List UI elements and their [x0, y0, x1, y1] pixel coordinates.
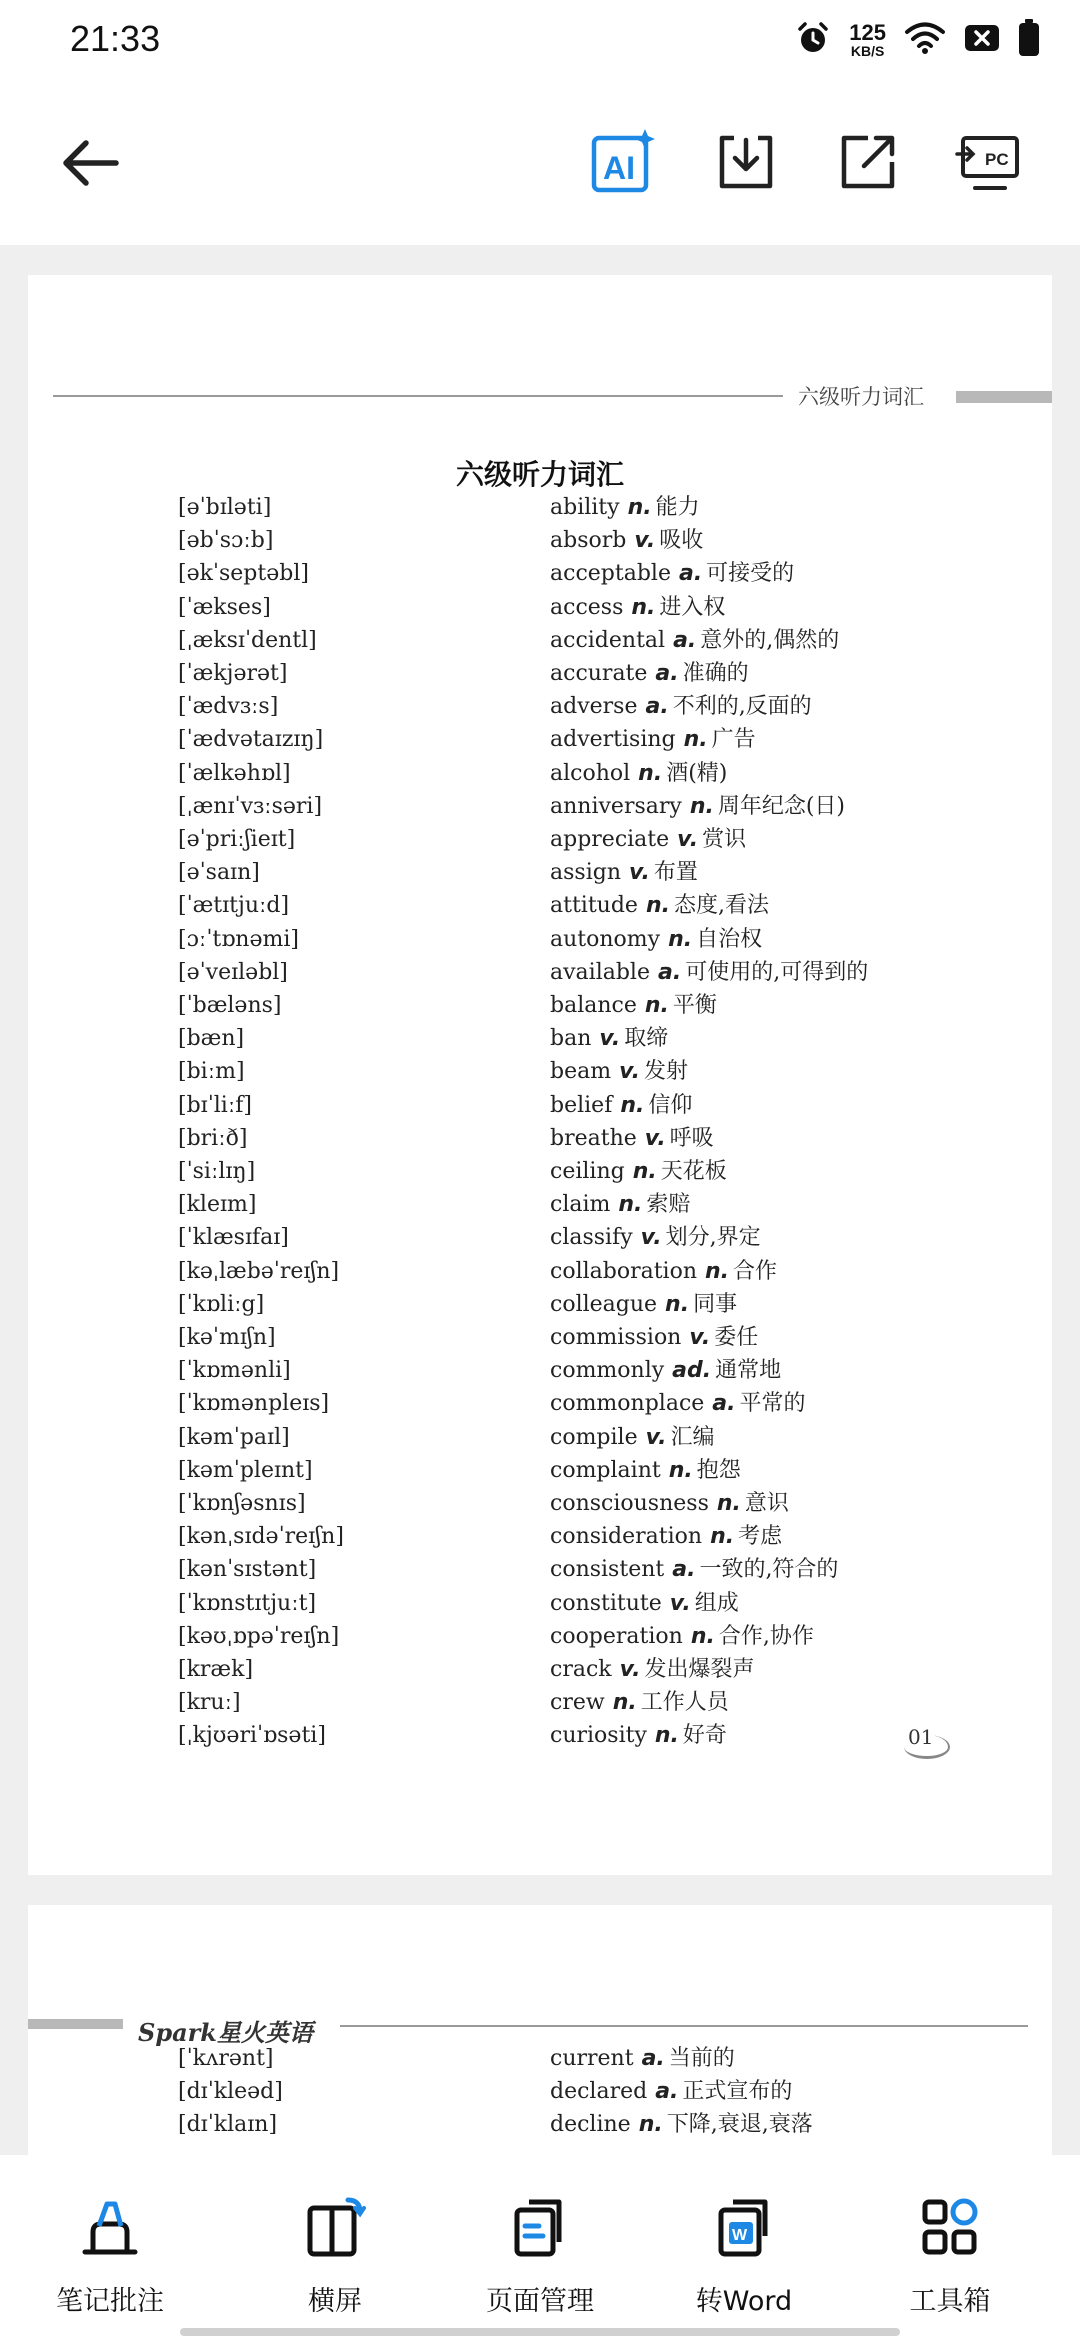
- vocab-entry: [28, 790, 1052, 823]
- vocab-phonetic: [əˈpriːʃieɪt]: [178, 827, 296, 852]
- vocab-definition: [550, 1421, 715, 1454]
- vocab-meaning: 准确的: [682, 661, 749, 686]
- vocab-phonetic: [ˌænɪˈvɜːsəri]: [178, 793, 323, 819]
- vocab-definition: [550, 690, 812, 723]
- vocab-entry: [28, 1553, 1052, 1586]
- vocab-definition: [550, 1620, 814, 1653]
- vocab-definition: [550, 2108, 813, 2141]
- vocab-word: consciousness: [550, 1491, 709, 1516]
- vocab-phonetic: [ɔːˈtɒnəmi]: [178, 926, 299, 952]
- vocab-definition: [550, 1587, 739, 1620]
- app-bar: [0, 80, 1080, 245]
- vocab-meaning: 周年纪念(日): [717, 793, 846, 819]
- vocab-meaning: 可使用的,可得到的: [685, 959, 869, 985]
- vocab-word: collaboration: [550, 1258, 698, 1284]
- vocab-phonetic: [kəˌlæbəˈreɪʃn]: [178, 1258, 340, 1284]
- annotate-label: 笔记批注: [56, 2286, 164, 2317]
- vocab-meaning: 酒(精): [666, 760, 728, 786]
- vocab-pos: n.: [620, 1092, 645, 1118]
- vocab-entry: [28, 1321, 1052, 1354]
- vocab-meaning: 通常地: [715, 1358, 782, 1384]
- document-viewport[interactable]: [0, 245, 1080, 2155]
- vocab-meaning: 赏识: [702, 827, 747, 852]
- vocab-meaning: 平衡: [672, 993, 717, 1018]
- vocab-entry: [28, 1454, 1052, 1487]
- bottom-toolbar: [0, 2155, 1080, 2340]
- vocab-entry: [28, 1022, 1052, 1055]
- vocab-phonetic: [kənˈsɪstənt]: [178, 1557, 317, 1583]
- vocab-word: cooperation: [550, 1623, 683, 1649]
- vocab-phonetic: [əbˈsɔːb]: [178, 528, 274, 554]
- vocab-word: attitude: [550, 893, 638, 919]
- svg-text:W: W: [732, 2227, 748, 2244]
- vocab-word: absorb: [550, 528, 627, 554]
- vocab-definition: [550, 1321, 758, 1354]
- vocab-entry: [28, 2075, 1052, 2108]
- vocab-pos: v.: [619, 1059, 640, 1085]
- vocab-definition: [550, 757, 727, 790]
- vocab-definition: [550, 923, 762, 956]
- vocab-meaning: 合作: [733, 1258, 778, 1284]
- vocab-phonetic: [kruː]: [178, 1690, 241, 1716]
- vocab-meaning: 考虑: [738, 1524, 783, 1550]
- vocab-phonetic: [ˈælkəhɒl]: [178, 760, 291, 786]
- vocab-meaning: 平常的: [739, 1391, 806, 1417]
- toolbox-icon: [918, 2195, 982, 2259]
- vocab-pos: a.: [672, 1557, 696, 1583]
- vocab-definition: [550, 856, 698, 889]
- vocab-definition: [550, 1288, 737, 1321]
- vocab-word: claim: [550, 1192, 611, 1218]
- vocab-phonetic: [ˈædvɜːs]: [178, 694, 279, 720]
- vocab-meaning: 合作,协作: [718, 1623, 814, 1649]
- vocab-entry: [28, 524, 1052, 557]
- vocab-phonetic: [əˈbɪləti]: [178, 495, 272, 520]
- vocab-phonetic: [ˈkɒnʃəsnɪs]: [178, 1491, 306, 1516]
- vocab-meaning: 好奇: [682, 1723, 727, 1749]
- vocab-definition: [550, 2075, 792, 2108]
- vocab-pos: a.: [645, 694, 669, 720]
- vocab-phonetic: [bɪˈliːf]: [178, 1092, 252, 1118]
- vocab-meaning: 抱怨: [696, 1457, 741, 1483]
- vocab-definition: [550, 1520, 782, 1553]
- vocab-meaning: 意识: [744, 1491, 789, 1516]
- vocab-pos: v.: [628, 860, 650, 886]
- battery-icon: [1018, 19, 1040, 61]
- vocab-word: declared: [550, 2079, 648, 2105]
- vocab-phonetic: [dɪˈklaɪn]: [178, 2112, 278, 2138]
- header-rule: [340, 2025, 1028, 2027]
- vocab-phonetic: [ˈkɒmənli]: [178, 1358, 291, 1384]
- vocab-phonetic: [ˈbæləns]: [178, 993, 282, 1018]
- vocab-meaning: 态度,看法: [673, 893, 769, 919]
- ai-button[interactable]: [586, 128, 658, 200]
- vocab-entry: [28, 1354, 1052, 1387]
- vocab-pos: v.: [689, 1325, 711, 1350]
- vocab-pos: a.: [678, 561, 703, 587]
- vocab-word: ban: [550, 1026, 592, 1052]
- vocab-phonetic: [briːð]: [178, 1125, 248, 1151]
- page-manage-icon: [508, 2195, 572, 2259]
- page-number: 01: [908, 1725, 934, 1749]
- vocab-entry: [28, 1487, 1052, 1520]
- vocab-pos: n.: [645, 893, 670, 919]
- vocab-meaning: 发出爆裂声: [644, 1657, 755, 1682]
- vocab-entry: [28, 723, 1052, 756]
- vocab-entry: [28, 2108, 1052, 2141]
- vocab-definition: [550, 1719, 727, 1752]
- vocab-meaning: 取缔: [624, 1026, 669, 1052]
- wifi-icon: [904, 21, 946, 59]
- landscape-button[interactable]: [245, 2195, 425, 2330]
- vocab-word: appreciate: [550, 827, 670, 852]
- vocab-phonetic: [bæn]: [178, 1026, 245, 1052]
- vocab-meaning: 索赔: [646, 1192, 691, 1218]
- vocab-phonetic: [kræk]: [178, 1657, 254, 1682]
- status-time: 21:33: [70, 18, 161, 59]
- vocab-definition: [550, 823, 746, 856]
- vocab-word: decline: [550, 2112, 631, 2138]
- vocab-pos: a.: [673, 627, 697, 653]
- vocab-phonetic: [ˈkɒmənpleɪs]: [178, 1391, 330, 1417]
- vocab-entry: [28, 889, 1052, 922]
- vocab-definition: [550, 723, 756, 756]
- page-title: 六级听力词汇: [455, 458, 624, 491]
- vocab-pos: n.: [668, 1457, 693, 1483]
- vocab-phonetic: [ˈkɒnstɪtjuːt]: [178, 1590, 317, 1616]
- vocab-phonetic: [ˈkɒliːg]: [178, 1291, 265, 1317]
- vocab-phonetic: [əkˈseptəbl]: [178, 561, 309, 587]
- home-indicator[interactable]: [180, 2328, 900, 2336]
- vocab-phonetic: [əˈveɪləbl]: [178, 959, 288, 985]
- vocab-definition: [550, 1686, 729, 1719]
- vocab-word: consideration: [550, 1524, 703, 1550]
- toolbox-label: 工具箱: [909, 2286, 991, 2317]
- vocab-pos: v.: [669, 1590, 691, 1616]
- header-bar: [956, 391, 1052, 403]
- vocab-definition: [550, 790, 845, 823]
- vocab-entry: [28, 491, 1052, 524]
- vocab-pos: v.: [677, 827, 699, 852]
- vocab-meaning: 广告: [711, 727, 756, 753]
- vocab-phonetic: [ˈkʌrənt]: [178, 2046, 274, 2071]
- arrow-left-icon: [60, 138, 120, 192]
- vocab-meaning: 信仰: [648, 1092, 693, 1118]
- vocab-pos: n.: [668, 926, 693, 952]
- vocab-phonetic: [ˈædvətaɪzɪŋ]: [178, 727, 324, 753]
- vocab-entry: [28, 591, 1052, 624]
- vocab-pos: n.: [683, 727, 708, 753]
- vocab-pos: v.: [634, 528, 656, 554]
- toolbox-button[interactable]: [860, 2195, 1040, 2330]
- vocab-pos: a.: [641, 2046, 665, 2071]
- vocab-phonetic: [biːm]: [178, 1059, 245, 1085]
- vocab-word: commonplace: [550, 1391, 705, 1417]
- vocab-entry: [28, 823, 1052, 856]
- vocab-word: ceiling: [550, 1159, 625, 1184]
- vocab-pos: a.: [712, 1391, 736, 1417]
- vocab-meaning: 正式宣布的: [682, 2079, 793, 2105]
- vocab-pos: n.: [612, 1690, 637, 1716]
- vocab-meaning: 发射: [644, 1059, 689, 1085]
- vocab-entry: [28, 657, 1052, 690]
- vocab-phonetic: [ˈækses]: [178, 594, 271, 620]
- header-label: 六级听力词汇: [798, 385, 924, 409]
- vocab-word: compile: [550, 1424, 638, 1450]
- vocab-meaning: 同事: [693, 1291, 738, 1317]
- landscape-label: 横屏: [308, 2286, 362, 2317]
- page-number-ornament: [904, 1735, 950, 1759]
- vocab-entry: [28, 757, 1052, 790]
- vocab-word: assign: [550, 860, 621, 886]
- vocab-meaning: 意外的,偶然的: [700, 627, 840, 653]
- vocab-definition: [550, 657, 749, 690]
- vocab-pos: n.: [705, 1258, 730, 1284]
- vocab-word: advertising: [550, 727, 676, 753]
- vocab-phonetic: [kəˈmɪʃn]: [178, 1325, 276, 1350]
- vocab-pos: n.: [627, 495, 652, 520]
- vocab-pos: v.: [619, 1657, 641, 1682]
- vocab-word: complaint: [550, 1457, 661, 1483]
- vocab-entry: [28, 1188, 1052, 1221]
- vocab-definition: [550, 1354, 781, 1387]
- vocab-word: balance: [550, 993, 637, 1018]
- vocab-phonetic: [kəmˈpaɪl]: [178, 1424, 290, 1450]
- vocab-meaning: 当前的: [668, 2046, 735, 2071]
- vocab-definition: [550, 2042, 735, 2075]
- sim-off-icon: [964, 23, 1000, 57]
- net-speed-value: 125: [849, 20, 886, 45]
- vocab-meaning: 划分,界定: [665, 1225, 761, 1251]
- annotate-icon: [78, 2195, 142, 2259]
- vocab-phonetic: [əˈsaɪn]: [178, 860, 260, 886]
- vocab-pos: n.: [618, 1192, 643, 1218]
- vocab-definition: [550, 524, 703, 557]
- pdf-page-1: [28, 275, 1052, 1875]
- vocab-meaning: 工作人员: [640, 1690, 729, 1716]
- net-speed-unit: KB/S: [850, 43, 885, 59]
- vocab-pos: a.: [658, 959, 682, 985]
- vocab-definition: [550, 989, 717, 1022]
- vocab-word: belief: [550, 1092, 613, 1118]
- vocab-pos: n.: [638, 2112, 663, 2138]
- vocab-entry: [28, 923, 1052, 956]
- status-bar: [0, 0, 1080, 80]
- vocab-entry: [28, 1520, 1052, 1553]
- vocab-meaning: 天花板: [660, 1159, 727, 1184]
- vocab-word: ability: [550, 495, 620, 520]
- vocab-meaning: 自治权: [696, 926, 763, 952]
- vocab-entry: [28, 1719, 1052, 1752]
- vocab-pos: n.: [716, 1491, 741, 1516]
- vocab-meaning: 汇编: [670, 1424, 715, 1450]
- vocab-word: access: [550, 594, 624, 620]
- vocab-meaning: 吸收: [659, 528, 704, 554]
- header-rule: [53, 395, 783, 397]
- vocab-entry: [28, 1587, 1052, 1620]
- vocab-meaning: 一致的,符合的: [699, 1557, 839, 1583]
- vocab-entry: [28, 1387, 1052, 1420]
- vocab-phonetic: [ˈsiːlɪŋ]: [178, 1159, 256, 1184]
- vocab-entry: [28, 624, 1052, 657]
- vocab-phonetic: [kleɪm]: [178, 1192, 257, 1218]
- vocab-word: available: [550, 959, 650, 985]
- vocab-pos: a.: [655, 2079, 679, 2105]
- vocab-definition: [550, 1553, 838, 1586]
- vocab-pos: v.: [599, 1026, 621, 1052]
- vocab-pos: v.: [645, 1424, 667, 1450]
- vocab-definition: [550, 1387, 806, 1420]
- download-button[interactable]: [710, 128, 782, 200]
- vocab-definition: [550, 1122, 714, 1155]
- pc-cast-button[interactable]: [952, 128, 1024, 200]
- vocab-entry: [28, 856, 1052, 889]
- vocab-word: crew: [550, 1690, 605, 1716]
- vocab-word: alcohol: [550, 760, 631, 786]
- vocab-word: constitute: [550, 1590, 662, 1616]
- vocab-meaning: 下降,衰退,衰落: [666, 2112, 813, 2138]
- rotate-landscape-icon: [303, 2195, 367, 2259]
- svg-text:AI: AI: [603, 150, 635, 186]
- vocab-meaning: 组成: [694, 1590, 739, 1616]
- vocab-meaning: 不利的,反面的: [672, 694, 812, 720]
- to-word-button[interactable]: [654, 2195, 834, 2330]
- vocab-definition: [550, 1255, 777, 1288]
- vocab-entry: [28, 1155, 1052, 1188]
- vocab-pos: ad.: [672, 1358, 712, 1384]
- vocab-definition: [550, 1487, 789, 1520]
- vocab-definition: [550, 1022, 668, 1055]
- vocab-word: autonomy: [550, 926, 661, 952]
- vocab-entry: [28, 989, 1052, 1022]
- vocab-entry: [28, 1089, 1052, 1122]
- vocab-word: beam: [550, 1059, 612, 1085]
- vocab-pos: n.: [690, 1623, 715, 1649]
- vocab-definition: [550, 557, 794, 590]
- vocab-phonetic: [ˌkjʊəriˈɒsəti]: [178, 1723, 326, 1749]
- vocab-phonetic: [kənˌsɪdəˈreɪʃn]: [178, 1524, 344, 1550]
- vocab-entry: [28, 1620, 1052, 1653]
- vocab-entry: [28, 1686, 1052, 1719]
- pdf-page-2: [28, 1905, 1052, 2155]
- vocab-word: acceptable: [550, 561, 671, 587]
- net-speed: [849, 22, 886, 58]
- vocab-definition: [550, 1454, 741, 1487]
- annotate-button[interactable]: [20, 2195, 200, 2330]
- vocab-word: accidental: [550, 627, 666, 653]
- vocab-pos: n.: [644, 993, 669, 1018]
- vocab-pos: n.: [710, 1524, 735, 1550]
- share-icon: [838, 132, 898, 196]
- vocab-definition: [550, 624, 839, 657]
- vocab-entry: [28, 1255, 1052, 1288]
- vocab-entry: [28, 557, 1052, 590]
- vocab-word: anniversary: [550, 793, 682, 819]
- vocab-phonetic: [ˈklæsɪfaɪ]: [178, 1225, 289, 1251]
- status-icons: [795, 18, 1040, 62]
- vocab-definition: [550, 1089, 692, 1122]
- vocab-entry: [28, 1055, 1052, 1088]
- back-button[interactable]: [55, 130, 125, 200]
- vocab-phonetic: [kəʊˌɒpəˈreɪʃn]: [178, 1623, 340, 1649]
- vocab-definition: [550, 956, 868, 989]
- vocab-entry: [28, 1421, 1052, 1454]
- vocab-pos: n.: [632, 1159, 657, 1184]
- vocab-phonetic: [ˌæksɪˈdentl]: [178, 627, 317, 653]
- vocab-pos: n.: [665, 1291, 690, 1317]
- share-button[interactable]: [832, 128, 904, 200]
- page-manage-button[interactable]: [450, 2195, 630, 2330]
- page-manage-label: 页面管理: [486, 2286, 594, 2317]
- vocab-meaning: 能力: [655, 495, 700, 520]
- vocab-pos: v.: [644, 1125, 666, 1151]
- to-word-icon: [712, 2195, 776, 2259]
- ai-icon: [589, 129, 655, 199]
- vocab-pos: n.: [638, 760, 663, 786]
- vocab-entry: [28, 1221, 1052, 1254]
- vocab-definition: [550, 889, 769, 922]
- vocab-word: adverse: [550, 694, 638, 720]
- vocab-entry: [28, 1122, 1052, 1155]
- vocab-meaning: 呼吸: [669, 1125, 714, 1151]
- pc-cast-icon: [955, 132, 1021, 196]
- vocab-meaning: 可接受的: [706, 561, 795, 587]
- vocab-definition: [550, 1155, 727, 1188]
- vocab-definition: [550, 1221, 761, 1254]
- alarm-icon: [795, 20, 831, 60]
- vocab-word: breathe: [550, 1125, 637, 1151]
- vocab-meaning: 委任: [714, 1325, 759, 1350]
- vocab-definition: [550, 1653, 755, 1686]
- vocab-word: classify: [550, 1225, 633, 1251]
- vocab-pos: a.: [655, 661, 679, 686]
- header-bar: [28, 2019, 123, 2029]
- svg-text:PC: PC: [985, 150, 1009, 169]
- vocab-definition: [550, 1188, 690, 1221]
- vocab-definition: [550, 1055, 688, 1088]
- vocab-phonetic: [dɪˈkleəd]: [178, 2079, 283, 2105]
- vocab-word: curiosity: [550, 1723, 647, 1749]
- vocab-entry: [28, 1288, 1052, 1321]
- vocab-entry: [28, 690, 1052, 723]
- vocab-entry: [28, 1653, 1052, 1686]
- vocab-pos: n.: [689, 793, 714, 819]
- vocab-word: commission: [550, 1325, 682, 1350]
- vocab-phonetic: [ˈækjərət]: [178, 661, 288, 686]
- vocab-pos: n.: [654, 1723, 679, 1749]
- brand-logo: Spark星火英语: [138, 2018, 313, 2047]
- vocab-definition: [550, 491, 700, 524]
- vocab-word: accurate: [550, 661, 648, 686]
- download-icon: [716, 132, 776, 196]
- vocab-phonetic: [kəmˈpleɪnt]: [178, 1457, 313, 1483]
- vocab-entry: [28, 2042, 1052, 2075]
- vocab-pos: v.: [640, 1225, 662, 1251]
- vocab-word: current: [550, 2046, 634, 2071]
- vocab-word: colleague: [550, 1291, 658, 1317]
- vocab-pos: n.: [631, 594, 656, 620]
- vocab-word: commonly: [550, 1358, 665, 1384]
- vocab-word: consistent: [550, 1557, 665, 1583]
- vocab-meaning: 布置: [653, 860, 698, 886]
- vocab-word: crack: [550, 1657, 612, 1682]
- vocab-phonetic: [ˈætɪtjuːd]: [178, 893, 290, 919]
- vocab-definition: [550, 591, 725, 624]
- vocab-entry: [28, 956, 1052, 989]
- vocab-meaning: 进入权: [659, 594, 726, 620]
- to-word-label: 转Word: [695, 2286, 793, 2317]
